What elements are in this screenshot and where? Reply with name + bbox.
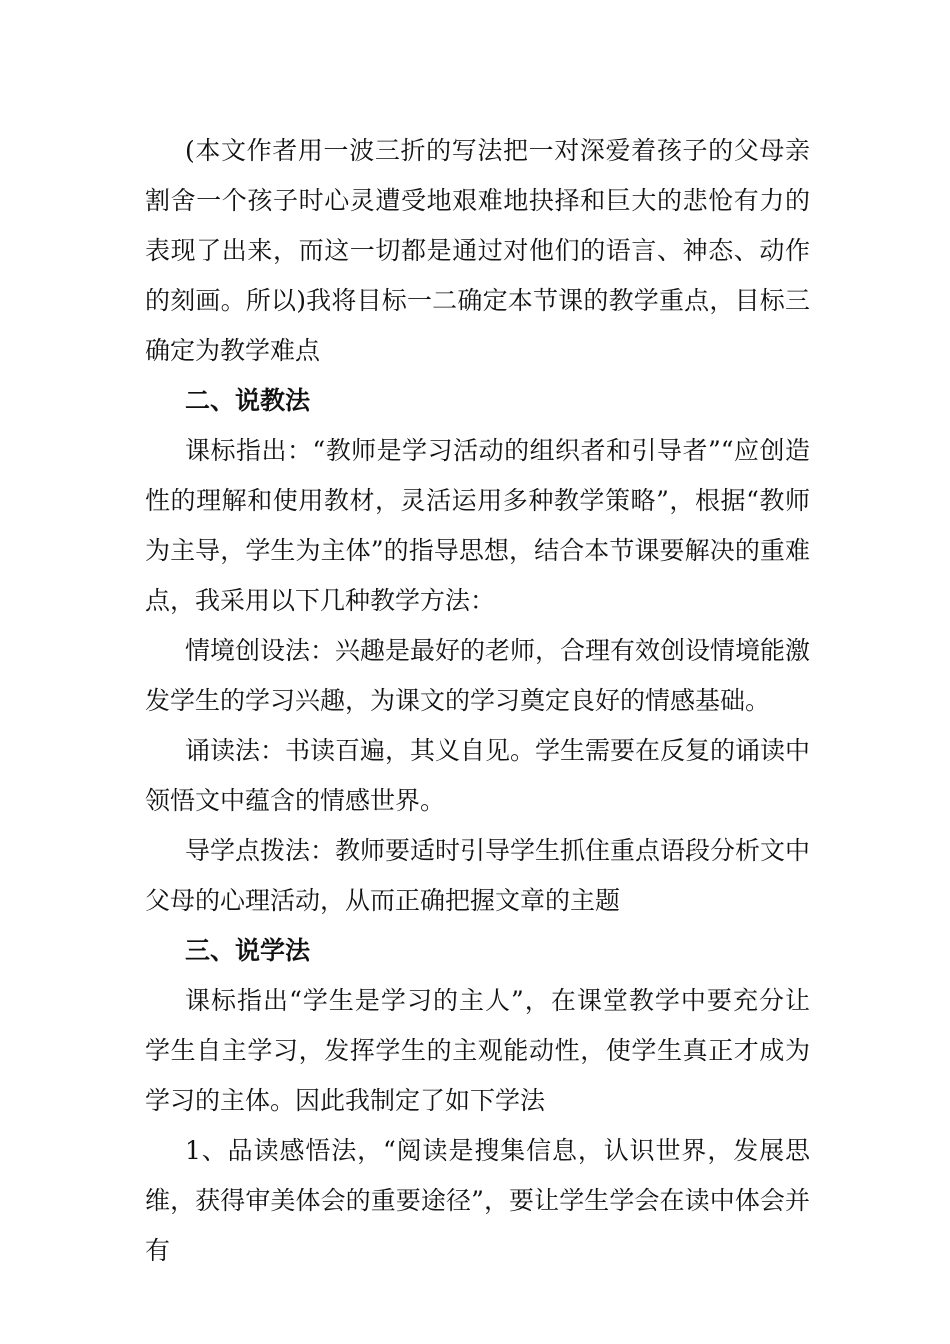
paragraph-curriculum-teaching: 课标指出：“教师是学习活动的组织者和引导者”“应创造性的理解和使用教材，灵活运用多种教学策略”，根据“教师为主导，学生为主体”的指导思想，结合本节课要解决的重难点，我采用以下几种教学方法： (145, 436, 810, 615)
paragraph-curriculum-learning: 课标指出“学生是学习的主人”，在课堂教学中要充分让学生自主学习，发挥学生的主观能动性，使学生真正才成为学习的主体。因此我制定了如下学法 (145, 986, 810, 1115)
document-body (145, 126, 810, 1276)
section-heading-learning-methods: 三、说学法 (185, 936, 311, 965)
paragraph-intro-key-points: (本文作者用一波三折的写法把一对深爱着孩子的父母亲割舍一个孩子时心灵遭受地艰难地抉择和巨大的悲怆有力的表现了出来，而这一切都是通过对他们的语言、神态、动作的刻画。所以)我将目标一二确定本节课的教学重点，目标三确定为教学难点 (145, 136, 810, 365)
paragraph-guidance-method: 导学点拨法：教师要适时引导学生抓住重点语段分析文中父母的心理活动，从而正确把握文章的主题 (145, 836, 811, 915)
paragraph-reading-method: 1、品读感悟法，“阅读是搜集信息，认识世界，发展思维，获得审美体会的重要途径”，要让学生学会在读中体会并有 (145, 1136, 810, 1265)
section-heading-teaching-methods: 二、说教法 (185, 386, 311, 415)
paragraph-situation-method: 情境创设法：兴趣是最好的老师，合理有效创设情境能激发学生的学习兴趣，为课文的学习奠定良好的情感基础。 (145, 636, 811, 715)
paragraph-recitation-method: 诵读法：书读百遍，其义自见。学生需要在反复的诵读中领悟文中蕴含的情感世界。 (145, 736, 811, 815)
